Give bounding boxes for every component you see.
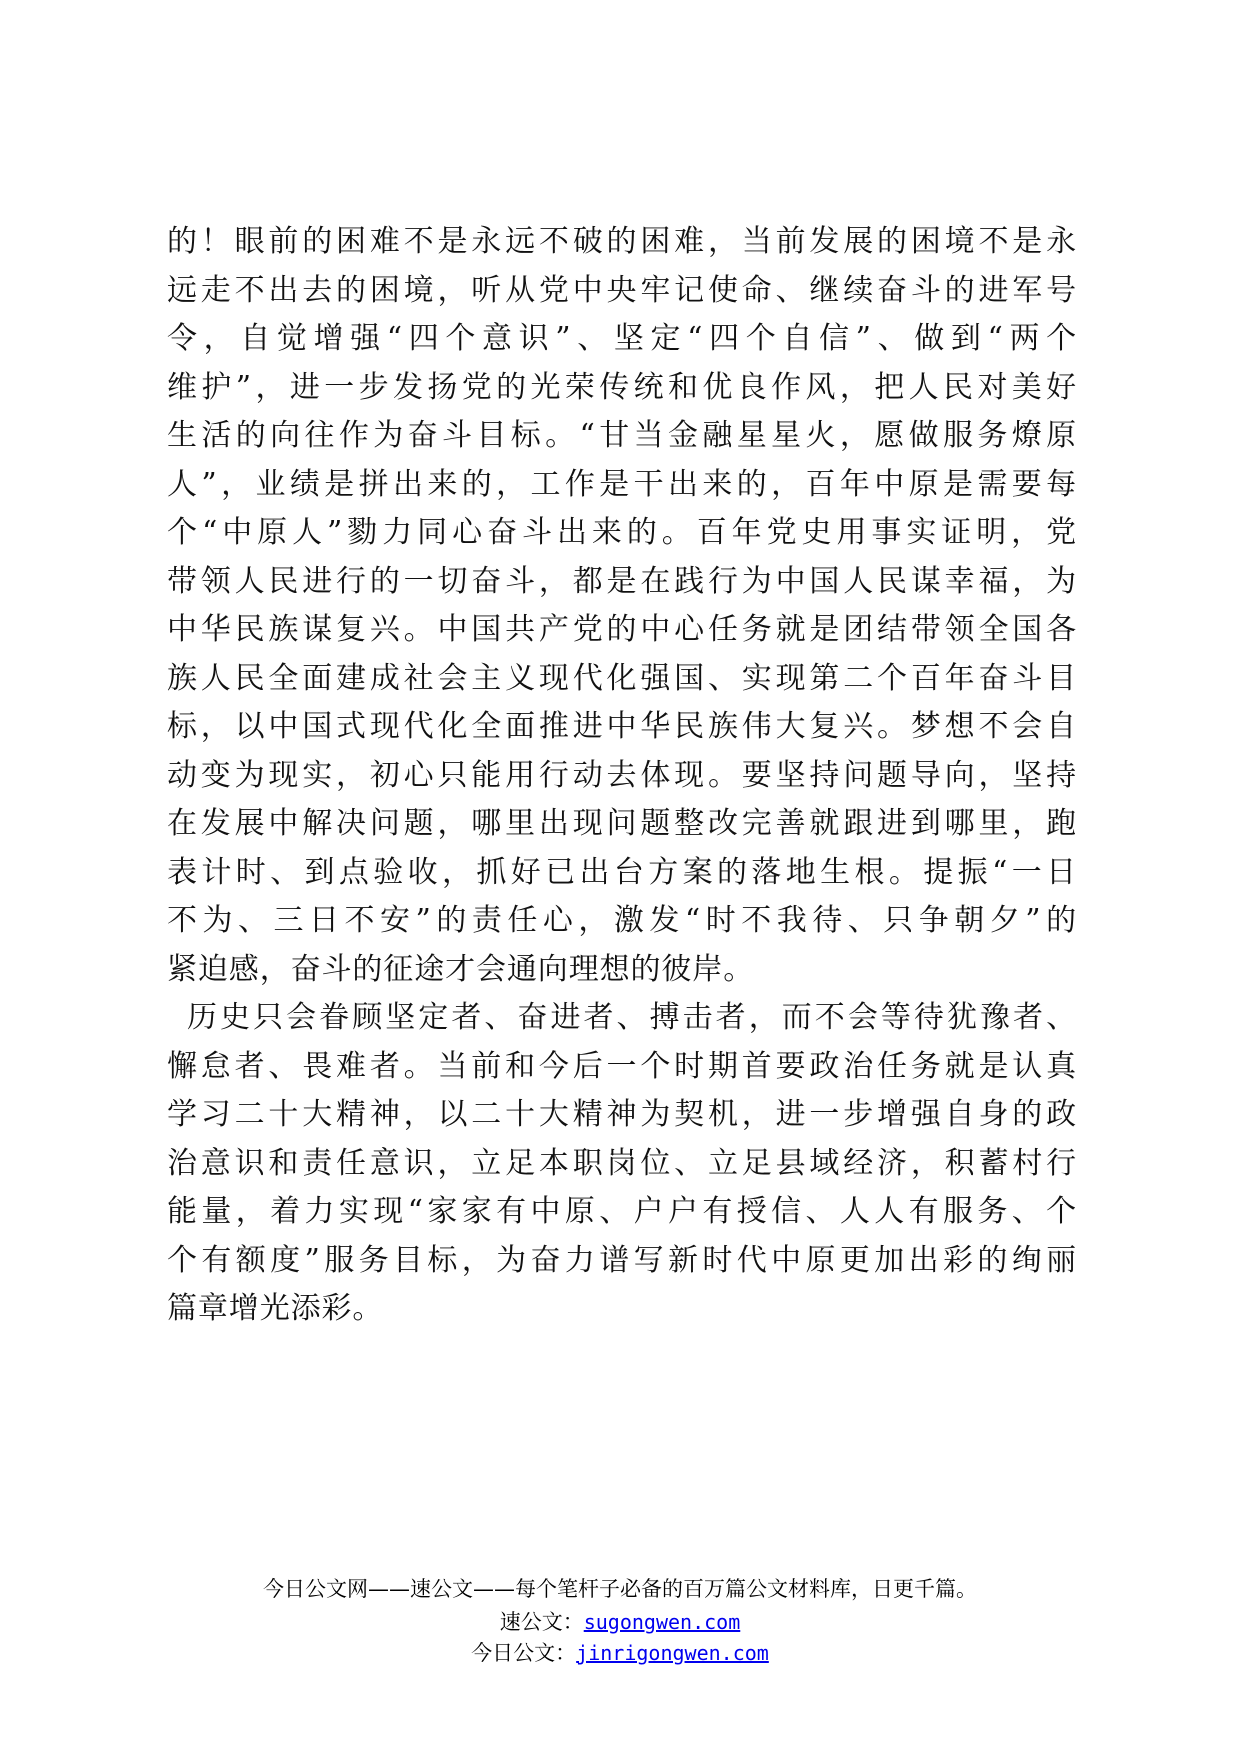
body-line: 动变为现实，初心只能用行动去体现。要坚持问题导向，坚持 [167, 757, 1077, 793]
body-line: 个有额度”服务目标，为奋力谱写新时代中原更加出彩的绚丽 [167, 1242, 1077, 1278]
body-line: 族人民全面建成社会主义现代化强国、实现第二个百年奋斗目 [167, 660, 1077, 696]
footer-sugongwen [0, 1606, 1240, 1636]
body-line: 篇章增光添彩。 [167, 1291, 384, 1326]
body-line: 能量，着力实现“家家有中原、户户有授信、人人有服务、个 [167, 1194, 1077, 1229]
body-line: 紧迫感，奋斗的征途才会通向理想的彼岸。 [167, 951, 755, 987]
footer-sugongwen-label: 速公文： [499, 1610, 584, 1634]
body-line: 不为、三日不安”的责任心，激发“时不我待、只争朝夕”的 [167, 903, 1077, 938]
sugongwen-link[interactable]: sugongwen.com [583, 1610, 741, 1634]
body-line: 中华民族谋复兴。中国共产党的中心任务就是团结带领全国各 [167, 612, 1077, 647]
paragraph-start-line: 历史只会眷顾坚定者、奋进者、搏击者，而不会等待犹豫者、 [187, 1000, 1077, 1035]
body-line: 远走不出去的困境，听从党中央牢记使命、继续奋斗的进军号 [167, 272, 1077, 308]
footer-jinrigongwen-label: 今日公文： [471, 1641, 577, 1665]
body-line: 在发展中解决问题，哪里出现问题整改完善就跟进到哪里，跑 [167, 806, 1077, 841]
jinrigongwen-link[interactable]: jinrigongwen.com [576, 1641, 769, 1665]
body-line: 生活的向往作为奋斗目标。“甘当金融星星火，愿做服务燎原 [167, 418, 1077, 453]
body-line: 带领人民进行的一切奋斗，都是在践行为中国人民谋幸福，为 [167, 563, 1077, 599]
body-line: 表计时、到点验收，抓好已出台方案的落地生根。提振“一日 [167, 854, 1077, 890]
body-line: 学习二十大精神，以二十大精神为契机，进一步增强自身的政 [167, 1097, 1077, 1132]
body-line: 的！眼前的困难不是永远不破的困难，当前发展的困境不是永 [167, 224, 1077, 259]
footer-jinrigongwen [0, 1637, 1240, 1667]
body-line: 懈怠者、畏难者。当前和今后一个时期首要政治任务就是认真 [167, 1048, 1077, 1084]
document-body [167, 218, 1077, 1334]
body-line: 令，自觉增强“四个意识”、坚定“四个自信”、做到“两个 [167, 321, 1077, 356]
body-line: 个“中原人”勠力同心奋斗出来的。百年党史用事实证明，党 [167, 515, 1077, 550]
footer-tagline: 今日公文网——速公文——每个笔杆子必备的百万篇公文材料库，日更千篇。 [263, 1577, 977, 1601]
body-line: 人”，业绩是拼出来的，工作是干出来的，百年中原是需要每 [167, 466, 1077, 502]
body-line: 治意识和责任意识，立足本职岗位、立足县域经济，积蓄村行 [167, 1145, 1077, 1181]
body-line: 标，以中国式现代化全面推进中华民族伟大复兴。梦想不会自 [167, 709, 1077, 744]
body-line: 维护”，进一步发扬党的光荣传统和优良作风，把人民对美好 [167, 369, 1077, 405]
